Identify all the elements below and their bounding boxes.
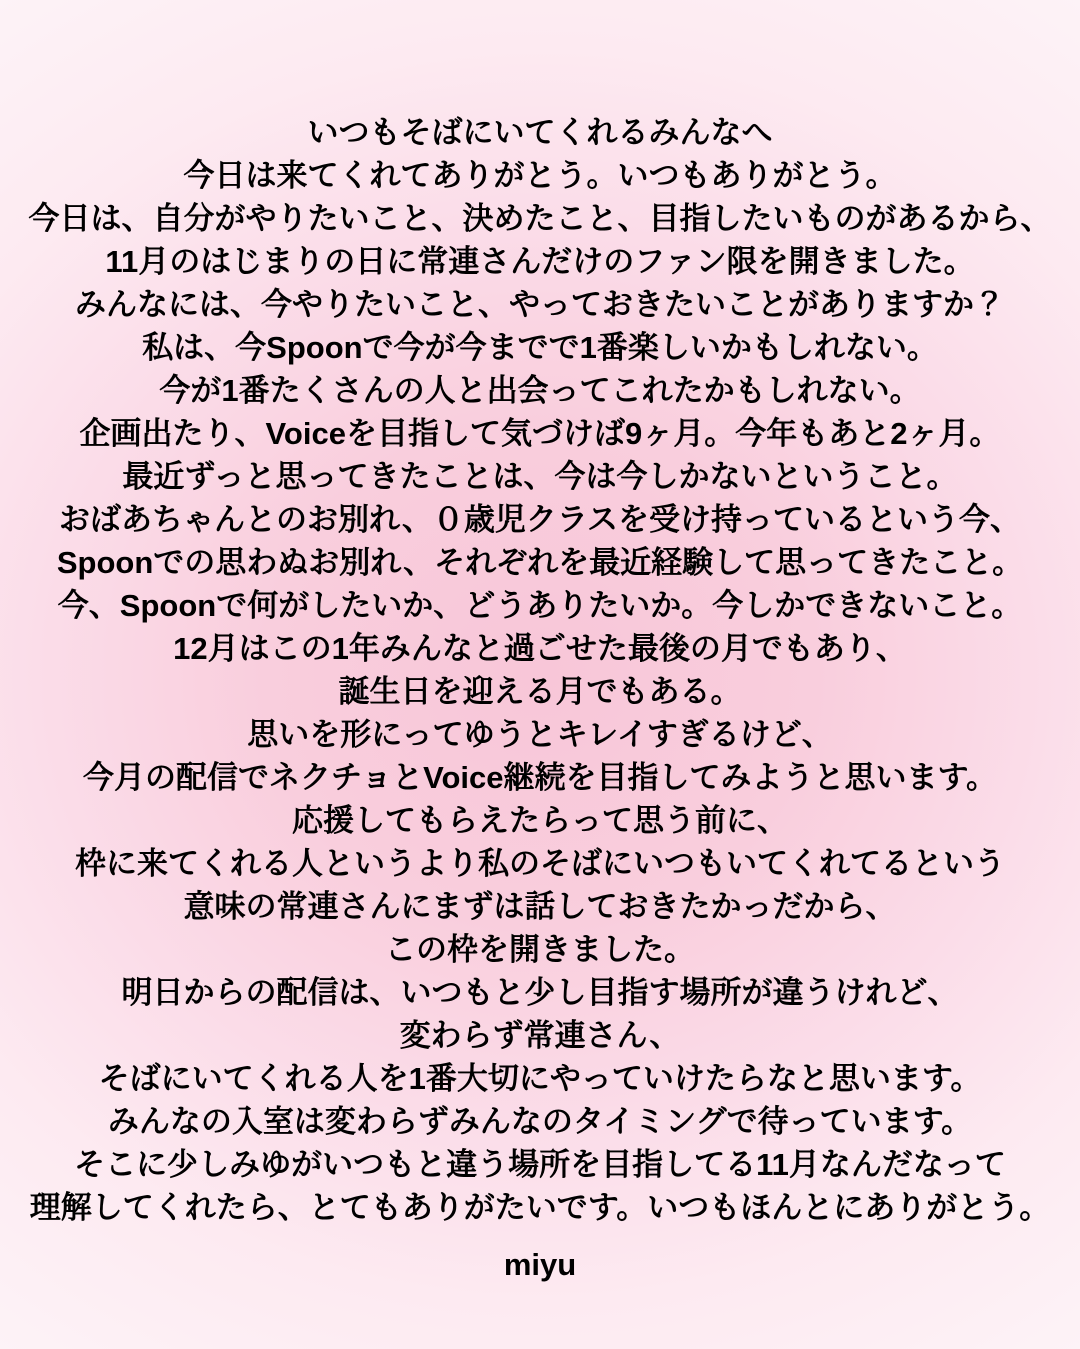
letter-line: 今日は来てくれてありがとう。いつもありがとう。 xyxy=(183,158,897,193)
letter-line: Spoonでの思わぬお別れ、それぞれを最近経験して思ってきたこと。 xyxy=(56,545,1024,580)
letter-line: 変わらず常連さん、 xyxy=(399,1018,681,1053)
letter-line: 今月の配信でネクチョとVoice継続を目指してみようと思います。 xyxy=(83,760,997,795)
letter-line: 思いを形にってゆうとキレイすぎるけど、 xyxy=(247,717,833,752)
letter-line: 理解してくれたら、とてもありがたいです。いつもほんとにありがとう。 xyxy=(29,1190,1051,1225)
letter-line: 明日からの配信は、いつもと少し目指す場所が違うけれど、 xyxy=(121,975,959,1010)
letter-line: 最近ずっと思ってきたことは、今は今しかないということ。 xyxy=(122,459,958,494)
letter-line: 今が1番たくさんの人と出会ってこれたかもしれない。 xyxy=(159,373,921,408)
letter-line: 私は、今Spoonで今が今までで1番楽しいかもしれない。 xyxy=(142,330,938,365)
letter-line: そばにいてくれる人を1番大切にやっていけたらなと思います。 xyxy=(98,1061,982,1096)
letter-line: 企画出たり、Voiceを目指して気づけば9ヶ月。今年もあと2ヶ月。 xyxy=(79,416,1001,451)
letter-line: 12月はこの1年みんなと過ごせた最後の月でもあり、 xyxy=(173,631,907,666)
letter-line: 今日は、自分がやりたいこと、決めたこと、目指したいものがあるから、 xyxy=(28,201,1052,236)
signature: miyu xyxy=(503,1247,577,1282)
letter-line: いつもそばにいてくれるみんなへ xyxy=(307,115,773,150)
letter-line: みんなの入室は変わらずみんなのタイミングで待っています。 xyxy=(107,1104,973,1139)
letter-line: この枠を開きました。 xyxy=(385,932,695,967)
letter-line: そこに少しみゆがいつもと違う場所を目指してる11月なんだなって xyxy=(74,1147,1006,1182)
letter-line: 誕生日を迎える月でもある。 xyxy=(338,674,742,709)
letter-line: おばあちゃんとのお別れ、０歳児クラスを受け持っているという今、 xyxy=(59,502,1021,537)
letter-line: 11月のはじまりの日に常連さんだけのファン限を開きました。 xyxy=(105,244,975,279)
letter-line: 今、Spoonで何がしたいか、どうありたいか。今しかできないこと。 xyxy=(57,588,1023,623)
letter-line: 応援してもらえたらって思う前に、 xyxy=(292,803,788,838)
letter-line: みんなには、今やりたいこと、やっておきたいことがありますか？ xyxy=(75,287,1005,322)
letter-line: 枠に来てくれる人というより私のそばにいつもいてくれてるという xyxy=(75,846,1005,881)
letter-line: 意味の常連さんにまずは話しておきたかっだから、 xyxy=(183,889,897,924)
